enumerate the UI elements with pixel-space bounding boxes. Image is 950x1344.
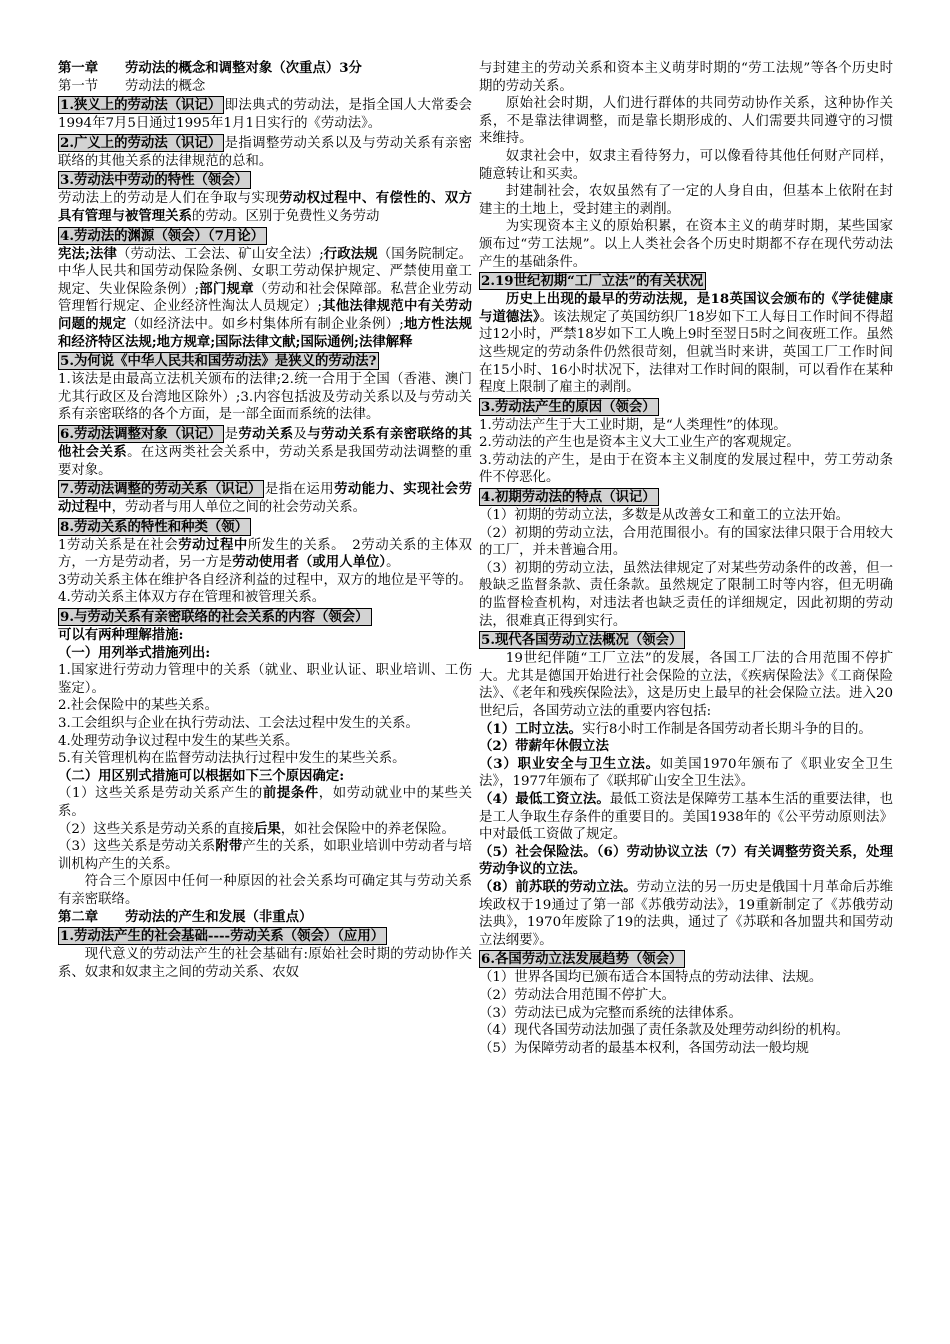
heading-broad-labor-law: 2.广义上的劳动法（识记）: [58, 134, 224, 152]
list-item: 1.国家进行劳动力管理中的关系（就业、职业认证、职业培训、工伤鉴定）。: [58, 663, 472, 696]
para-conclusion: 符合三个原因中任何一种原因的社会关系均可确定其与劳动关系有亲密联络。: [58, 874, 472, 907]
heading-relation-traits: 8.劳动关系的特性和种类（领）: [58, 518, 251, 536]
para-narrow-labor-law: 1.狭义上的劳动法（识记） 即法典式的劳动法，是指全国人大常委会1994年7月5日通过1995年1月1日实行的《劳动法》。: [58, 97, 472, 132]
chapter-2-title: 第二章 劳动法的产生和发展（非重点）: [58, 908, 313, 925]
list-item: （2）初期的劳动立法，合用范围很小。有的国家法律只限于合用较大的工厂，并未普遍合用。: [479, 525, 893, 559]
right-column: [479, 60, 893, 1057]
para-continued: 与封建主的劳动关系和资本主义萌芽时期的“劳工法规”等各个历史时期的劳动关系。: [479, 61, 893, 94]
heading-modern-overview-row: [479, 630, 893, 650]
para-feudal: 封建制社会，农奴虽然有了一定的人身自由，但基本上依附在封建主的土地上，受封建主的剥削。: [479, 184, 893, 217]
para-labor-characteristics: 劳动法上的劳动是人们在争取与实现劳动权过程中、有偿性的、双方具有管理与被管理关系的劳动。区别于免费性义务劳动: [58, 190, 473, 224]
para-narrow-why: 1.该法是由最高立法机关颁布的法律;2.统一合用于全国（香港、澳门尤其行政区及台湾地区除外）;3.内容包括波及劳动关系以及与劳动关系有亲密联络的各个方面，是一部全面而系统的法律。: [58, 372, 472, 423]
heading-adjust-object: 6.劳动法调整对象（识记）: [58, 425, 224, 443]
para-relation-traits-2: 3劳动关系主体在维护各自经济利益的过程中，双方的地位是平等的。4.劳动关系主体双方存在管理和被管理关系。: [58, 572, 472, 606]
para-relation-traits: 1劳动关系是在社会劳动过程中所发生的关系。 2劳动关系的主体双方，一方是劳动者，另一方是劳动使用者（或用人单位）。: [58, 536, 473, 571]
heading-narrow-why-row: [58, 351, 472, 371]
list-item: （5）为保障劳动者的最基本权利，各国劳动法一般均规: [479, 1040, 809, 1056]
chapter-1-title: 第一章 劳动法的概念和调整对象（次重点）3分: [58, 60, 362, 76]
para-two-methods: 可以有两种理解措施:: [58, 627, 184, 644]
list-item: （5）社会保险法。（6）劳动协议立法（7）有关调整劳资关系，处理劳动争议的立法。: [479, 843, 893, 878]
heading-trends-row: [479, 949, 893, 969]
heading-related-relations: 9.与劳动关系有亲密联络的社会关系的内容（领会）: [58, 608, 372, 626]
list-item: （3）劳动法已成为完整而系统的法律体系。: [479, 1005, 742, 1021]
heading-sources-row: [58, 226, 472, 246]
heading-narrow-labor-law: 1.狭义上的劳动法（识记）: [58, 96, 224, 114]
list-item: （1）工时立法。实行8小时工作制是各国劳动者长期斗争的目的。: [479, 720, 872, 737]
list-item: 2.社会保险中的某些关系。: [58, 698, 219, 714]
heading-labor-characteristics: 3.劳动法中劳动的特性（领会）: [58, 171, 251, 189]
para-slavery: 奴隶社会中，奴隶主看待努力，可以像看待其他任何财产同样，随意转让和买卖。: [479, 148, 893, 182]
para-distinguish-method: （二）用区别式措施可以根据如下三个原因确定:: [58, 767, 345, 784]
list-item: （2）这些关系是劳动关系的直接后果，如社会保险中的养老保险。: [58, 820, 455, 837]
list-item: （1）初期的劳动立法，多数是从改善女工和童工的立法开始。: [479, 508, 850, 524]
list-item: （2）带薪年休假立法: [479, 738, 609, 755]
heading-early-features: 4.初期劳动法的特点（识记）: [479, 488, 659, 506]
para-modern-overview: 19世纪伴随“工厂立法”的发展，各国工厂法的合用范围不停扩大。尤其是德国开始进行社会保险的立法，《疾病保险法》《工商保险法》、《老年和残疾保险法》，这是历史上最早的社会保险立法。进入20世纪后，各国劳动立法的重要内容包括:: [479, 651, 893, 719]
para-broad-labor-law: 2.广义上的劳动法（识记） 是指调整劳动关系以及与劳动关系有亲密联络的其他关系的法律规范的总和。: [58, 134, 472, 169]
list-item: （1）世界各国均已颁布适合本国特点的劳动法律、法规。: [479, 970, 823, 986]
heading-factory-law-row: [479, 271, 893, 291]
para-sources: 宪法;法律（劳动法、工会法、矿山安全法）;行政法规（国务院制定。中华人民共和国劳动保险条例、女职工劳动保护规定、严禁使用童工规定、失业保险条例）;部门规章（劳动和社会保障部。私营企业劳动管理暂行规定、企业经济性淘汰人员规定）;其他法律规范中有关劳动问题的规定（如经济法中。如乡村集体所有制企业条例）;地方性法规和经济特区法规;地方规章;国际法律文献;国际通例;法律解释: [58, 245, 473, 350]
para-list-method: （一）用列举式措施列出:: [58, 644, 211, 661]
para-labor-relation: 7.劳动法调整的劳动关系（识记） 是指在运用劳动能力、实现社会劳动过程中，劳动者与用人单位之间的社会劳动关系。: [58, 481, 473, 516]
list-item: 4.处理劳动争议过程中发生的某些关系。: [58, 733, 299, 749]
list-item: 3.工会组织与企业在执行劳动法、工会法过程中发生的关系。: [58, 716, 419, 732]
heading-trends: 6.各国劳动立法发展趋势（领会）: [479, 950, 685, 968]
list-item: 2.劳动法的产生也是资本主义大工业生产的客观规定。: [479, 435, 800, 451]
para-capitalism: 为实现资本主义的原始积累，在资本主义的萌芽时期，某些国家颁布过“劳工法规”。以上人类社会各个历史时期都不存在现代劳动法产生的基础条件。: [479, 219, 893, 270]
list-item: （2）劳动法合用范围不停扩大。: [479, 987, 675, 1003]
heading-labor-characteristics-row: [58, 170, 472, 190]
heading-relation-traits-row: [58, 517, 472, 537]
heading-narrow-why: 5.为何说《中华人民共和国劳动法》是狭义的劳动法?: [58, 352, 379, 370]
heading-social-basis-row: [58, 926, 472, 946]
heading-modern-overview: 5.现代各国劳动立法概况（领会）: [479, 631, 685, 649]
heading-origin-reasons: 3.劳动法产生的原因（领会）: [479, 398, 659, 416]
list-item: 1.劳动法产生于大工业时期，是“人类理性”的体现。: [479, 417, 787, 433]
list-item: （1）这些关系是劳动关系产生的前提条件，如劳动就业中的某些关系。: [58, 785, 473, 819]
heading-factory-law: 2.19世纪初期“工厂立法”的有关状况: [479, 272, 706, 290]
section-1-title: 第一节 劳动法的概念: [58, 78, 206, 94]
heading-social-basis: 1.劳动法产生的社会基础----劳动关系（领会）（应用）: [58, 927, 387, 945]
list-item: （4）最低工资立法。最低工资法是保障劳工基本生活的重要法律，也是工人争取生存条件的重要目的。美国1938年的《公平劳动原则法》中对最低工资做了规定。: [479, 790, 893, 843]
para-factory-law: 历史上出现的最早的劳动法规，是18英国议会颁布的《学徒健康与道德法》。该法规定了英国纺织厂18岁如下工人每日工作时间不得超过12小时，严禁18岁如下工人晚上9时至翌日5时之间夜班工作。虽然这些规定的劳动条件仍然很苛刻，但就当时来讲，英国工厂工作时间在15小时、16小时状况下，法律对工作时间的限制，可以看作在某种程度上限制了雇主的剥削。: [479, 291, 893, 396]
list-item: （8）前苏联的劳动立法。劳动立法的另一历史是俄国十月革命后苏维埃政权于19通过了第一部《苏俄劳动法》，19重新制定了《苏俄劳动法典》，1970年废除了19的法典，通过了《苏联和各加盟共和国劳动立法纲要》。: [479, 878, 893, 948]
list-item: （3）职业安全与卫生立法。如美国1970年颁布了《职业安全卫生法》，1977年颁布了《联邦矿山安全卫生法》。: [479, 755, 893, 790]
list-item: （3）这些关系是劳动关系附带产生的关系，如职业培训中劳动者与培训机构产生的关系。: [58, 838, 472, 872]
para-adjust-object: 6.劳动法调整对象（识记） 是劳动关系及与劳动关系有亲密联络的其他社会关系。在这两类社会关系中，劳动关系是我国劳动法调整的重要对象。: [58, 425, 473, 478]
para-primitive: 原始社会时期，人们进行群体的共同劳动协作关系，这种协作关系，不是靠法律调整，而是靠长期形成的、人们需要共同遵守的习惯来维持。: [479, 96, 893, 147]
heading-early-features-row: [479, 487, 893, 507]
heading-sources: 4.劳动法的渊源（领会）（7月论）: [58, 227, 267, 245]
list-item: （3）初期的劳动立法，虽然法律规定了对某些劳动条件的改善，但一般缺乏监督条款、责任条款。虽然规定了限制工时等内容，但无明确的监督检查机构，对违法者也缺乏责任的详细规定，因此初期的劳动法，很难真正得到实行。: [479, 560, 893, 629]
list-item: （4）现代各国劳动法加强了责任条款及处理劳动纠纷的机构。: [479, 1023, 850, 1039]
left-column: [58, 60, 472, 981]
list-item: 3.劳动法的产生，是由于在资本主义制度的发展过程中，劳工劳动条件不停恶化。: [479, 452, 893, 486]
heading-origin-reasons-row: [479, 397, 893, 417]
heading-labor-relation: 7.劳动法调整的劳动关系（识记）: [58, 480, 264, 498]
para-social-basis: 现代意义的劳动法产生的社会基础有:原始社会时期的劳动协作关系、奴隶和奴隶主之间的劳动关系、农奴: [58, 947, 472, 980]
heading-related-relations-row: [58, 607, 472, 627]
list-item: 5.有关管理机构在监督劳动法执行过程中发生的某些关系。: [58, 751, 406, 767]
